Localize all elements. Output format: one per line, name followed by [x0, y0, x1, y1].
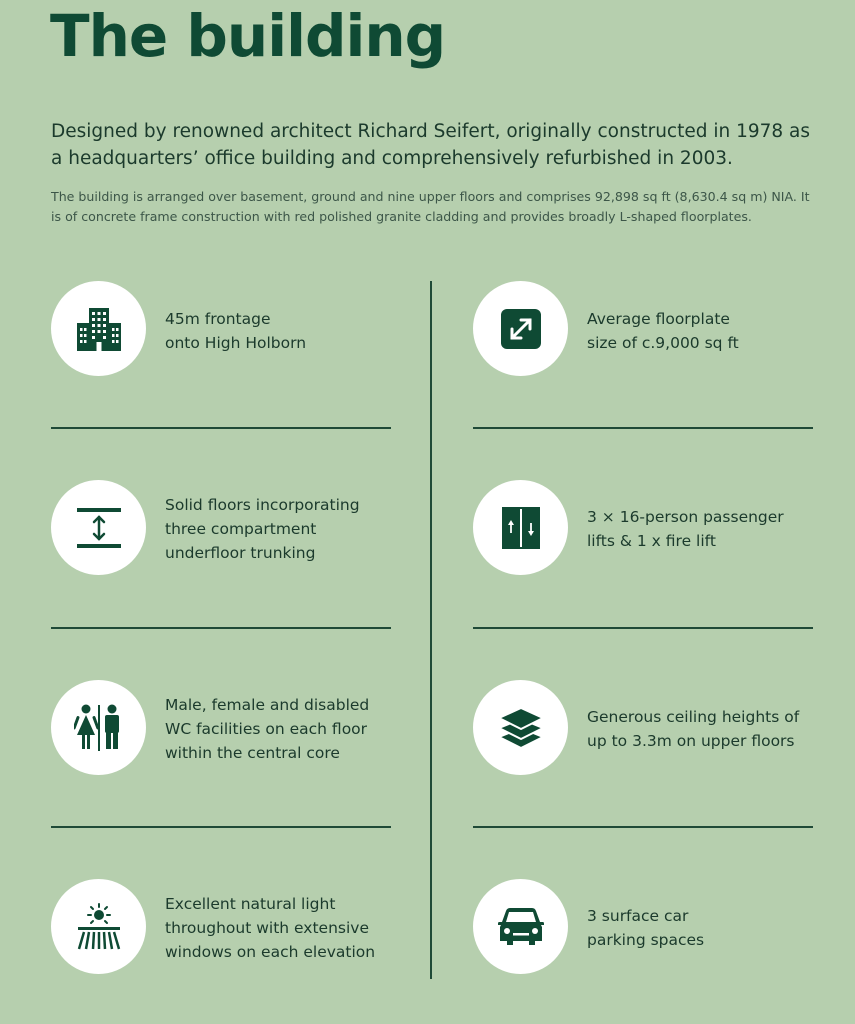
row-divider [473, 627, 813, 629]
car-icon [496, 907, 546, 947]
row-divider [473, 427, 813, 429]
icon-circle [51, 879, 146, 974]
building-icon [75, 305, 123, 353]
body-paragraph: The building is arranged over basement, ground and nine upper floors and comprises 92,898 sq ft (8,630.4 sq m) NIA. It is of concrete frame construction with red polished granite cladding and provides broadly L-shaped floorplates. [51, 189, 810, 224]
feature-text: 3 × 16-person passenger lifts & 1 x fire lift [587, 508, 784, 550]
feature-text: Excellent natural light throughout with extensive windows on each elevation [165, 895, 376, 961]
row-divider [51, 826, 391, 828]
floor-height-icon [75, 504, 123, 552]
layers-icon [497, 706, 545, 750]
feature-lifts [473, 480, 833, 580]
icon-circle [473, 879, 568, 974]
feature-frontage [51, 281, 411, 381]
feature-ceilings [473, 680, 833, 780]
row-divider [51, 627, 391, 629]
icon-circle [51, 281, 146, 376]
feature-parking [473, 879, 833, 979]
feature-floors [51, 480, 411, 580]
icon-circle [473, 281, 568, 376]
feature-light [51, 879, 411, 979]
row-divider [473, 826, 813, 828]
icon-circle [51, 480, 146, 575]
lead-paragraph: Designed by renowned architect Richard Seifert, originally constructed in 1978 as a headquarters’ office building and comprehensively refurbished in 2003. [51, 121, 811, 169]
feature-text: Male, female and disabled WC facilities on each floor within the central core [165, 696, 370, 762]
feature-text: Average floorplate size of c.9,000 sq ft [587, 310, 739, 352]
feature-floorplate [473, 281, 833, 381]
icon-circle [51, 680, 146, 775]
feature-text: Generous ceiling heights of up to 3.3m on upper floors [587, 708, 800, 750]
icon-circle [473, 680, 568, 775]
expand-arrows-icon [499, 307, 543, 351]
vertical-divider [430, 281, 432, 979]
row-divider [51, 427, 391, 429]
page-title: The building [50, 2, 446, 70]
feature-wc [51, 680, 411, 780]
restroom-icon [74, 704, 124, 752]
icon-circle [473, 480, 568, 575]
feature-text: 45m frontage onto High Holborn [165, 310, 307, 352]
lift-icon [500, 506, 542, 550]
sunlight-icon [75, 903, 123, 951]
feature-text: 3 surface car parking spaces [587, 907, 705, 949]
feature-text: Solid floors incorporating three compartment underfloor trunking [165, 496, 360, 562]
